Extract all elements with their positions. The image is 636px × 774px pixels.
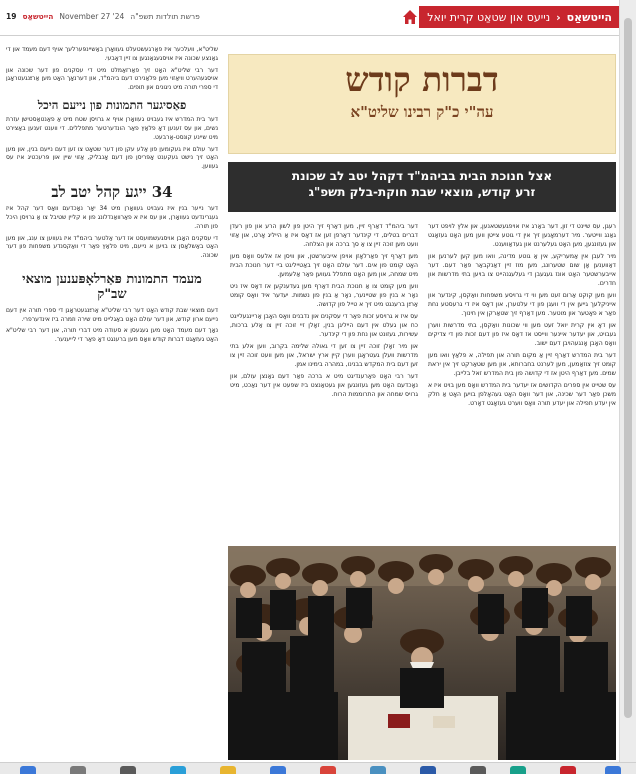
page-header [0, 0, 620, 36]
issue-date: November 27 '24 [59, 12, 125, 21]
paragraph: דער בית המדרש איז געבויט געוואָרן אויף א גרויסן שטח מיט אַ פאַנטאַסטישן עזרת נשים, און עס זענען דאָ פלאַץ פאַר הונדערטער מתפללים. די ווענט זענען באַצירט מיט שיינע קונסט-אַרבעט. [6, 116, 218, 141]
paragraph: עס שטייט אין ספרים הקדושים אז יעדער בית המדרש וואָס מען בויט איז א משכן פאַר דער שכינה, און דער וואָס האָט געהאָלפן בויען האָט אַ חלק אין יעדע תפילה און יעדע תורה וואָס ווערט געזאָגט דאָרט. [428, 382, 616, 407]
app-icon[interactable] [605, 766, 621, 774]
paragraph: דער רבי האָט פאַרענדיגט מיט א ברכה פאַר דעם גאַנצן עולם, און נאָכדעם האָט מען געזונגען און געטאַנצט ביז שפעט אין דער נאַכט, מיט גרויס שמחה און התרוממות הרוח. [230, 373, 418, 398]
article-column-right [428, 222, 616, 544]
article-lead [228, 162, 616, 212]
word-icon[interactable] [420, 766, 436, 774]
paragraph: מען דאַרף זיך פאַרלאָזן אויפן אייבערשטן, און וויסן אז אלעס וואָס מען האָט קומט פון אים. דער עולם האָט זיך באַטייליגט ביי דער חנוכת הבית מיט שמחה, און מען האָט מתפלל געווען פאַר אַלעמען. [230, 253, 418, 278]
lead-line-2: זרע קודש, מוצאי שבת חוקת-בלק תשפ"ג [308, 185, 536, 200]
taskbar [0, 762, 636, 774]
article-subtitle: עה"י כ"ק רבינו שליט"א [350, 102, 494, 121]
edge-browser-icon[interactable] [170, 766, 186, 774]
crowd-photo-image [228, 546, 616, 760]
paragraph: דער נייער בנין איז געבויט געוואָרן מיט 34 יאָר נאָכדעם וואָס דער קהל איז געגרינדעט געוואָרן, און עס איז א פאַרוואַנדלונג פון א קליין שטיבל צו אַ גרויסן היכל פון תורה. [6, 205, 218, 230]
sidebar-article-column [6, 46, 218, 762]
store-icon[interactable] [470, 766, 486, 774]
subheading-34-years: 34 ייגע קהל יטב לב [51, 182, 173, 201]
pdf-reader-icon[interactable] [560, 766, 576, 774]
article-column-middle [230, 222, 418, 544]
paragraph: ווען מען קומט צו אַ חנוכת הבית דאַרף מען געדענקען אז דאָס איז ניט נאָר א בנין פון שטיינער, נאָר אַ בנין פון נשמות. יעדער איד וואָס קומט אַרײַן ברענגט מיט זיך א טייל פון קדושה. [230, 283, 418, 308]
subheading-motzei-shabbos: מעמד התמונות פּאַרלאָפּענען מוצאי שב"ק [22, 272, 202, 302]
article-title-box [228, 54, 616, 154]
home-icon[interactable] [402, 9, 418, 25]
scrollbar-thumb[interactable] [624, 18, 632, 718]
paragraph: ווען מען קוקט אַרום זעט מען ווי די גרויסע משפחות וואַקסן, קינדער און אייניקלעך גייען אין די וועגן פון די עלטערן, און דאָס איז די גרעסטע נחת פאַר א פאָטער און מוטער. מען דאַרף זיך שטאַרקן אין חינוך. [428, 292, 616, 317]
vertical-scrollbar[interactable] [620, 0, 636, 762]
paragraph: און דאָ אין קרית יואל זעט מען ווי שכונות וואַקסן, בתי מדרשות ווערן געבויט, און יעדער איינער ווייסט אז דאָס איז פון דעם זכות פון די צדיקים וואָס האָבן אָנגעהויבן דעם ישוב. [428, 322, 616, 347]
paragraph: מיר לעבן אין אַמעריקע, אין אַ גוטע מדינה, וואו מען קען לערנען און דאַווענען אָן שום שטערונג, מען מוז זיין דאַנקבאַר פאַר דעם. דער אייבערשטער האָט אונז געגעבן די געלעגנהייט צו בויען בתי מדרשות און חדרים. [428, 253, 616, 287]
page-number: 19 [6, 12, 17, 21]
mail-icon[interactable] [270, 766, 286, 774]
brand-label: הייטשאַס [566, 10, 612, 24]
paragraph: דער בית המדרש דאַרף זיין אַ מקום תורה און תפילה, א פלאַץ וואו מען קומט זיך צוזאַמען, מען לערנט בחברותא, און מען שטאַרקט זיך אין יראת שמים. מען דאַרף היטן אז די קדושה פון בית המדרש זאל בלייבן. [428, 352, 616, 377]
paragraph: שליט"א, וועלכער איז פאַרגעשטעלט געוואָרן באַשיינפּערלעך אויף דעם מעמד און די גאַנצע שכונה איז אויסגעגאַנגען צו זיין דאַבעי. [6, 46, 218, 62]
paragraph: רעגן, עס שיינט די זון, דער באַרג איז אויפגעשטאנען, און אלץ לויפט דער גאַנג ווייטער. מיר דערמאָנען זיך אין די גוטע צייטן ווען מען האָט געזאָגט און געזונגען, מען האָט געלערנט און געדאַווענט. [428, 223, 616, 248]
chrome-icon[interactable] [320, 766, 336, 774]
chevron-left-icon: ‹ [556, 10, 561, 24]
parsha-label: פרשת תולדות תשפ"ה [130, 12, 200, 21]
search-icon[interactable] [70, 766, 86, 774]
paragraph: דער ביהמ"ד דאַרף זיין, מען דאַרף זיך היטן פון לשון הרע און פון רעדן דברים בטלים, די קינדער דאַרפן זען אז דאָס איז אַ הייליג אָרט, און אַזוי וועט מען זוכה זיין צו אַ סך ברכה און הצלחה. [230, 223, 418, 248]
lead-line-1: אצל חנוכת הבית בביהמ"ד דקהל יטב לב שכונת [291, 169, 553, 183]
paragraph: דער רבי שליט"א האָט זיך פאַרזאַמלט מיט די עסקנים פון דער שכונה און אויסגעהערט וויאַזוי מען פלאַנירט דעם ביהמ"ד, און דערנאָך האָט מען אַרײַנגעטראָגן די ספרי תורה מיט ניגונים און תופים. [6, 66, 218, 92]
section-label: נייעס און שטאַט קרית יואל [427, 10, 551, 24]
paragraph: און מיר זאָלן זוכה זיין צו זען די גאולה שלימה בקרוב, ווען אלע בתי מדרשות וועלן געטראָגן ווערן קיין ארץ ישראל, און מען וועט זוכה זיין צו זען דעם בית המקדש בבנינו, במהרה בימינו אמן. [230, 343, 418, 368]
photos-icon[interactable] [370, 766, 386, 774]
paragraph: עס איז א גרויסע זכות פאַר די עסקנים און נדבנים וואָס האָבן אַריינגעלייגט כח און געלט אין דעם הייליגן בנין, זאָלן זיי זוכה זיין צו אַלע ברכות, עשירות, געזונט און נחת פון די קינדער. [230, 313, 418, 338]
file-explorer-icon[interactable] [220, 766, 236, 774]
page-meta [6, 12, 200, 21]
article-title: דברות קודש [345, 60, 499, 99]
paragraph: דעם מוצאי שבת קודש האָט דער רבי שליט"א אַרײַנגעטראָגן די ספרי תורה אין דעם נייעם ארון קודש, און דער עולם האָט באַגלייט מיט שירה וזמרה ביז אינדערפרי. [6, 306, 218, 323]
paragraph: דער עולם איז געקומען פון אַלע עקן פון דער שטאָט צו זען דעם נייעם בנין, און מען האָט זיך נישט געקענט אָפּריסן פון דעם אָנבליק, אַזוי שיין און פּרעכטיג איז עס געווען. [6, 145, 218, 171]
task-view-icon[interactable] [120, 766, 136, 774]
start-icon[interactable] [20, 766, 36, 774]
section-tab[interactable] [419, 6, 620, 28]
paragraph: נאָך דעם מעמד האָט מען געגעסן א סעודה מיט דברי תורה, און דער רבי שליט"א האָט געזאָגט דברות קודש וואָס מען ברענגט דאָ פאַר די לייענער. [6, 327, 218, 344]
edge-icon[interactable] [510, 766, 526, 774]
subheading-new-sanctuary: פאַסיגער התמונות פון נייעם היכל [37, 97, 187, 112]
paragraph: די עסקנים האָבן אויסגעשמועסט אז דער אַלטער ביהמ"ד איז געווען צו ענג, און מען האָט באַשלאָסן צו בויען א נייעם, מיט פלאַץ פאַר די וואַקסנדע משפחות פון דער שכונה. [6, 234, 218, 260]
magazine-name: הייטשאַס [22, 12, 54, 21]
article-photo [228, 546, 616, 760]
